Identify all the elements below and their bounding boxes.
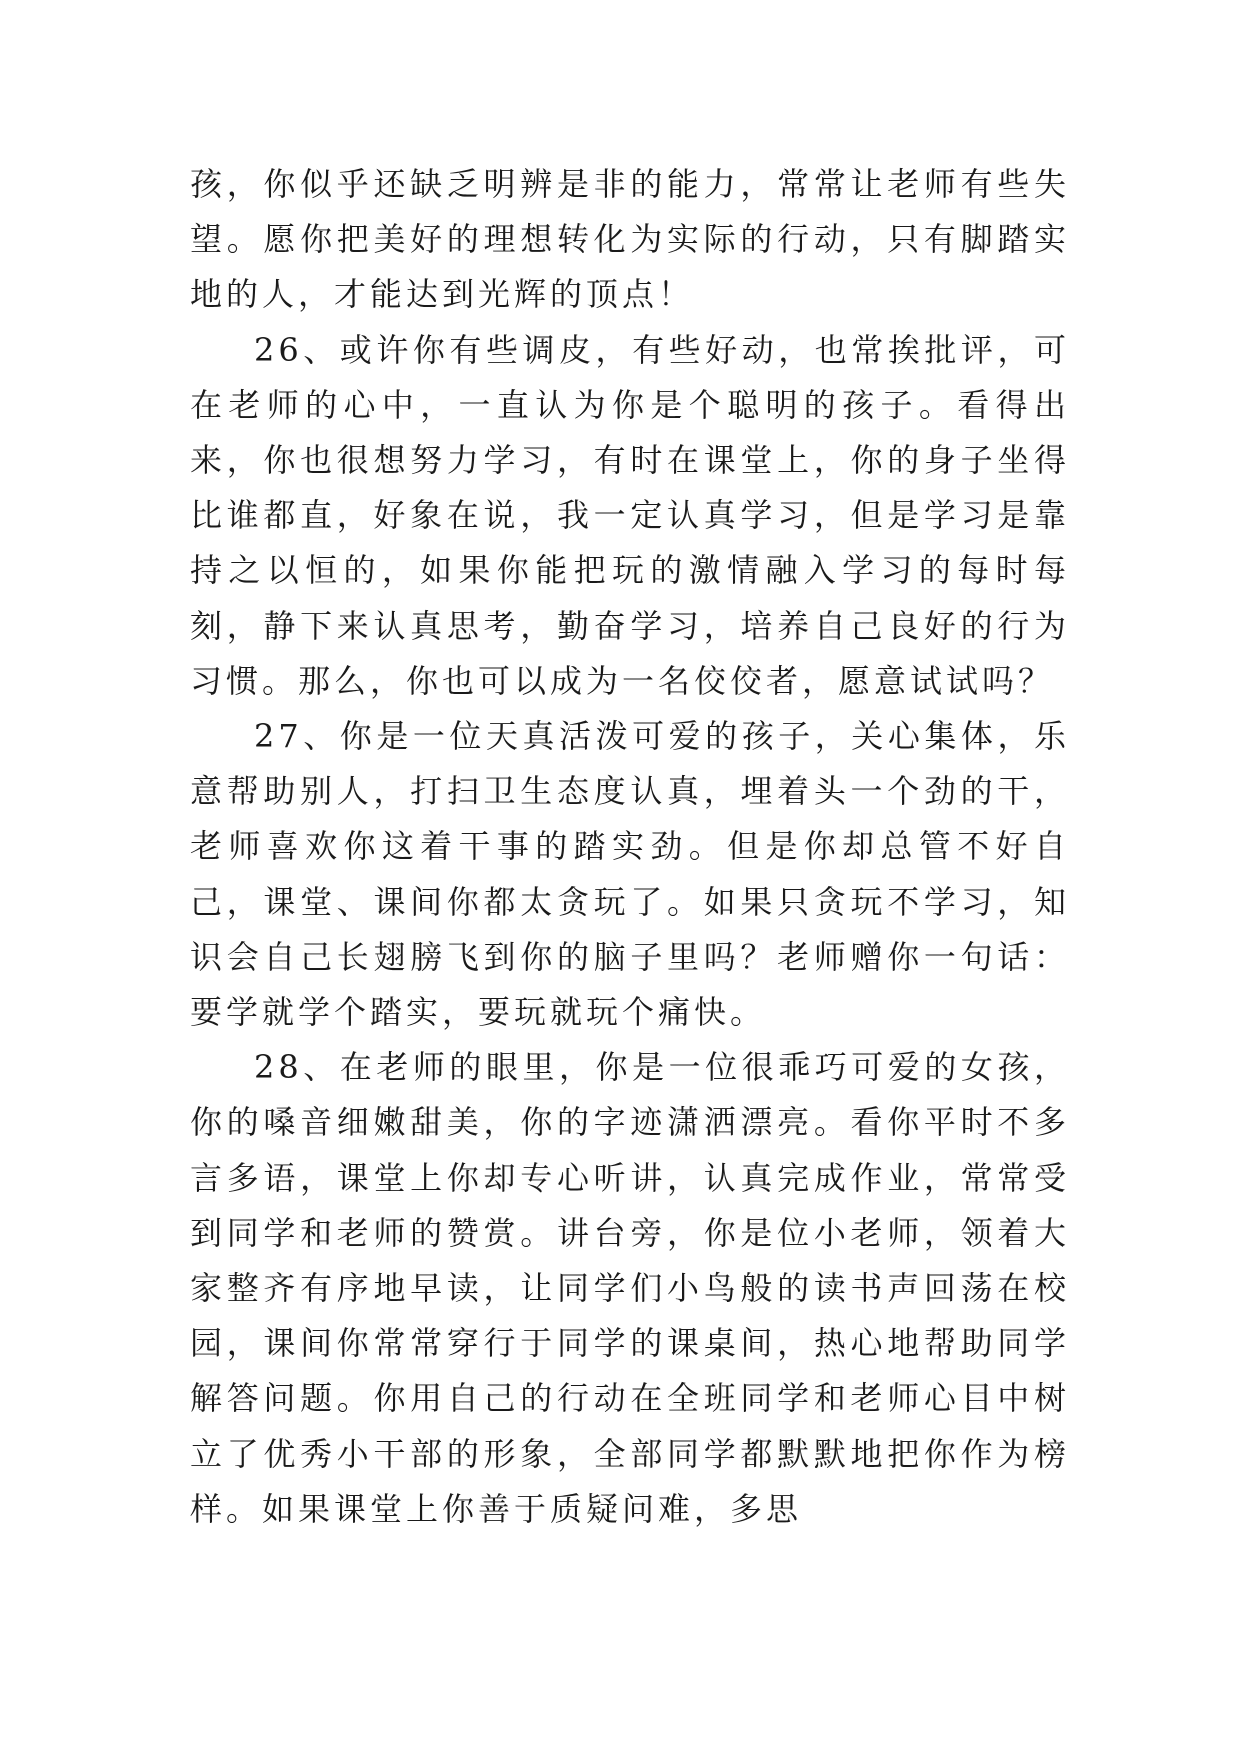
document-body	[190, 157, 1070, 1537]
paragraph-comment-28: 28、在老师的眼里，你是一位很乖巧可爱的女孩，你的嗓音细嫩甜美，你的字迹潇洒漂亮。看你平时不多言多语，课堂上你却专心听讲，认真完成作业，常常受到同学和老师的赞赏。讲台旁，你是位小老师，领着大家整齐有序地早读，让同学们小鸟般的读书声回荡在校园，课间你常常穿行于同学的课桌间，热心地帮助同学解答问题。你用自己的行动在全班同学和老师心目中树立了优秀小干部的形象，全部同学都默默地把你作为榜样。如果课堂上你善于质疑问难，多思	[190, 1048, 1070, 1528]
paragraph-comment-26: 26、或许你有些调皮，有些好动，也常挨批评，可在老师的心中，一直认为你是个聪明的孩子。看得出来，你也很想努力学习，有时在课堂上，你的身子坐得比谁都直，好象在说，我一定认真学习，但是学习是靠持之以恒的，如果你能把玩的激情融入学习的每时每刻，静下来认真思考，勤奋学习，培养自己良好的行为习惯。那么，你也可以成为一名佼佼者，愿意试试吗？	[190, 330, 1070, 700]
paragraph-comment-27: 27、你是一位天真活泼可爱的孩子，关心集体，乐意帮助别人，打扫卫生态度认真，埋着头一个劲的干，老师喜欢你这着干事的踏实劲。但是你却总管不好自己，课堂、课间你都太贪玩了。如果只贪玩不学习，知识会自己长翅膀飞到你的脑子里吗？老师赠你一句话：要学就学个踏实，要玩就玩个痛快。	[190, 717, 1070, 1032]
paragraph-continuation: 孩，你似乎还缺乏明辨是非的能力，常常让老师有些失望。愿你把美好的理想转化为实际的行动，只有脚踏实地的人，才能达到光辉的顶点！	[190, 165, 1070, 314]
